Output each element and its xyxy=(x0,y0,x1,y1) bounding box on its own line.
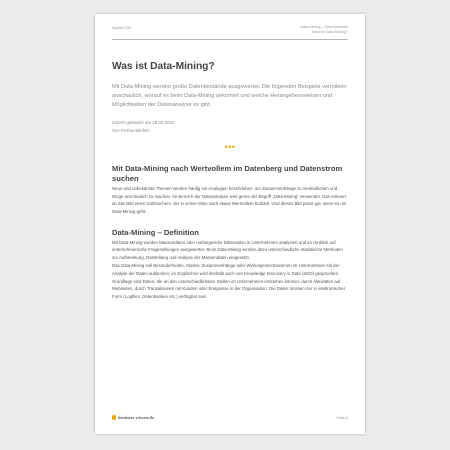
article-meta xyxy=(112,119,348,136)
paragraph-analogy: Neue und unbekannte Themen werden häufig mit Analogien beschrieben, um Zusammenhänge zu verdeutlichen und Dinge anschaulich zu machen. Im Bereich der Datenanalyse wird gerne der Begriff „Data-Mining“ verwendet. Das erinnert an das Bild eines Goldsuchers, der in seiner Mine nach etwas Wertvollem buddelt. Und dieses Bild passt gut, wenn es um Data-Mining geht. xyxy=(112,185,347,215)
orange-dot-logo-icon xyxy=(112,415,116,419)
page-title: Was ist Data-Mining? xyxy=(112,61,215,72)
last-updated: Zuletzt geändert am 28.02.2022 xyxy=(112,119,175,125)
paragraph-kdd: Das Data-Mining soll Besonderheiten, Muster, Zusammenhänge oder Wirkungsmechanismen im Unternehmen mit der Analyse der Daten aufdecken; im Englischen wird deshalb auch von Knowledge Discovery in Data (KDD) gesprochen. xyxy=(112,262,340,276)
brand-logo xyxy=(112,415,154,420)
page-footer xyxy=(112,415,348,423)
paragraph-data-sources: Grundlage sind Daten, die an den unterschiedlichsten Stellen im Unternehmen entstehen können: durch Aktivitäten auf Webseiten, durch Transaktionen mit Kunden oder Ereignisse in der Organisation. Die Daten müssen nur in elektronischer Form (Logfiles, Datenbanken etc.) verfügbar sein. xyxy=(112,278,346,300)
chapter-label: Kapitel 230 xyxy=(112,26,131,30)
running-header xyxy=(112,25,348,40)
author-byline: Von Florian Bliefert xyxy=(112,128,150,134)
header-section-title: Data-Mining – Datenanalyse xyxy=(300,25,348,29)
brand-name: business-wissen.de xyxy=(118,415,154,420)
section-divider: ••• xyxy=(224,141,236,152)
section-heading-datenberg: Mit Data-Mining nach Wertvollem im Datenberg und Datenstrom suchen xyxy=(112,163,343,184)
header-page-topic: Was ist Data-Mining? xyxy=(312,30,348,34)
page-number: Seite 2 xyxy=(336,416,348,420)
header-breadcrumb xyxy=(300,25,348,35)
paragraph-definition: Mit Data-Mining werden Massendaten oder umfangreiche Datensätze in Unternehmen analysiert und im Hinblick auf unternehmerische Fragestellungen ausgewertet. Beim Data-Mining werden dazu unterschiedliche statistische Methoden zur Aufbereitung, Darstellung und Analyse der Massendaten eingesetzt. xyxy=(112,239,343,261)
document-page xyxy=(95,14,365,434)
article-body xyxy=(112,60,348,301)
article-intro: Mit Data-Mining werden große Datenbestände ausgewertet. Die folgenden Beispiele vermitteln anschaulich, worauf es beim Data-Mining ankommt und welche Herangehensweisen und Möglichkeiten der Datenanalyse es gibt. xyxy=(112,84,347,109)
section-heading-definition: Data-Mining – Definition xyxy=(112,227,199,237)
